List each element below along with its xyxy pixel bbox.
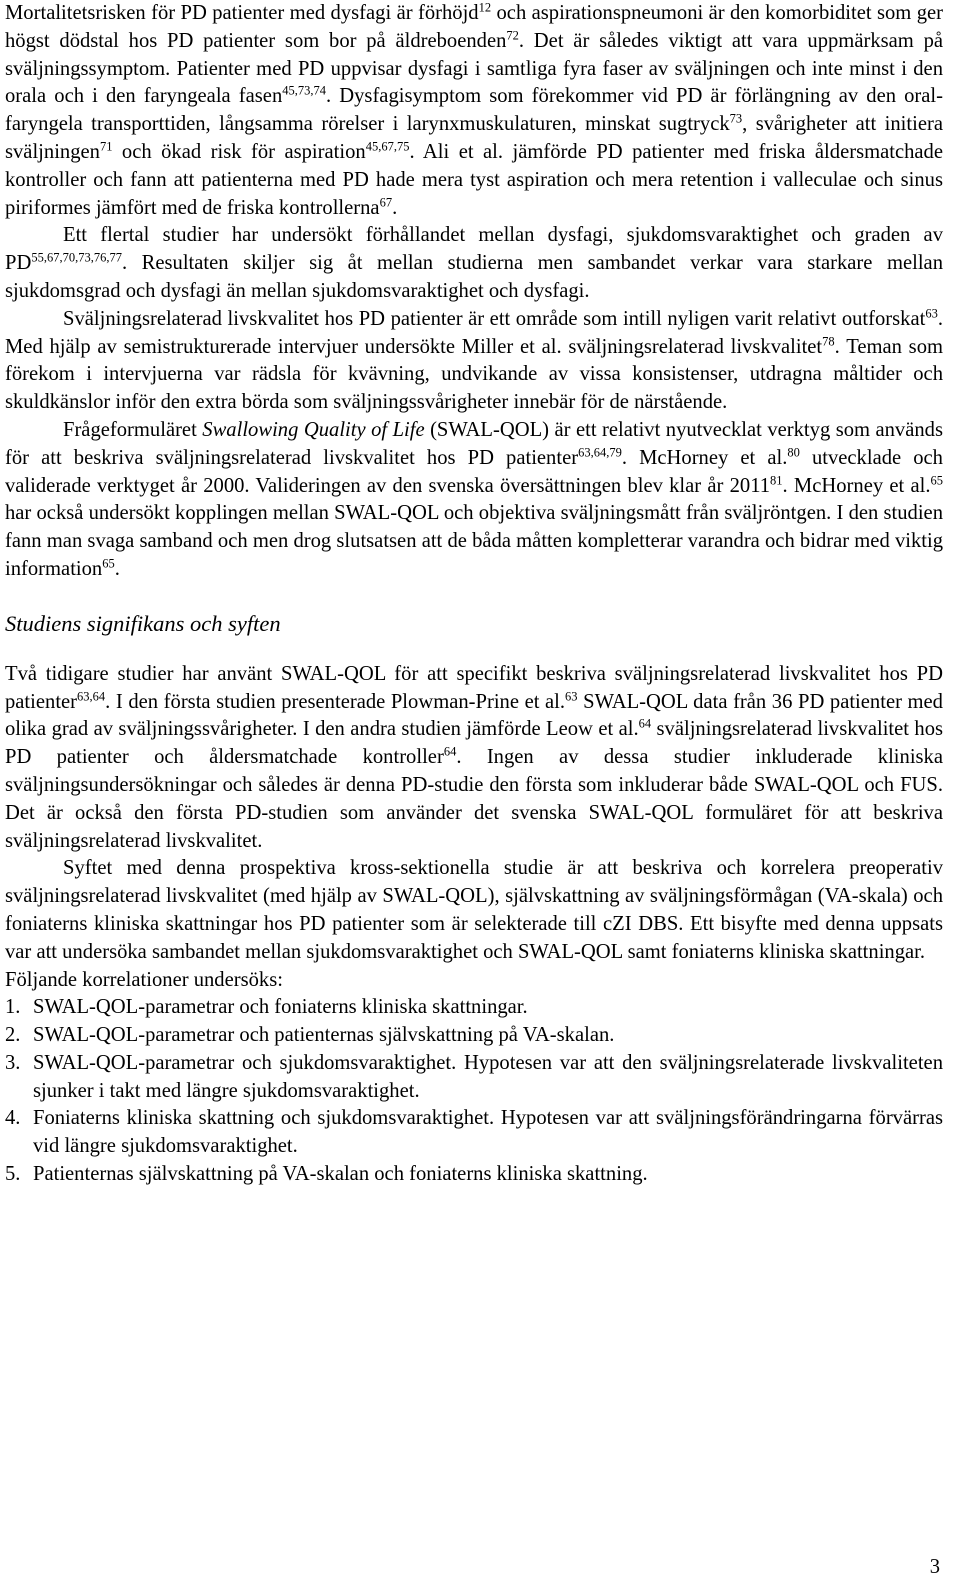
citation: 63 (925, 306, 938, 321)
list-item (5, 1050, 943, 1106)
page-number: 3 (929, 1556, 940, 1578)
paragraph-dysphagia-mortality: Mortalitetsrisken för PD patienter med dysfagi är förhöjd$^{12}$ och aspirationspneumoni är den komorbiditet som ger högst dödstal hos PD patienter som bor på äldreboenden$^{72}$. Det är således viktigt att vara uppmärksam på sväljningssymptom. Patienter med PD uppvisar dysfagi i samtliga fyra faser av sväljningen och inte minst i den orala och i den faryngeala fasen$^{45,73,74}$. Dysfagisymptom som förekommer vid PD är förlängning av den oral-faryngela transporttiden, långsamma rörelser i larynxmuskulaturen, minskat sugtryck$^{73}$, svårigheter att initiera sväljningen$^{71}$ och ökad risk för aspiration$^{45,67,75}$. Ali et al. jämförde PD patienter med friska åldersmatchade kontroller och fann att patienterna med PD hade mera tyst aspiration och mera retention i valleculae och sinus piriformes jämfört med de friska kontrollerna$^{67}$. (5, 0, 943, 219)
citation: 78 (822, 333, 835, 348)
citation: 45,67,75 (365, 139, 410, 154)
list-item-number: 2. (5, 1024, 21, 1047)
citation: 81 (770, 472, 783, 487)
paragraph-disease-duration: Ett flertal studier har undersökt förhållandet mellan dysfagi, sjukdomsvaraktighet och graden av PD$^{55,67,70,73,76,77}$. Resultaten skiljer sig åt mellan studierna men sambandet verkar vara starkare mellan sjukdomsgrad och dysfagi än mellan sjukdomsvaraktighet och dysfagi. (5, 224, 943, 302)
citation: 12 (478, 0, 492, 15)
list-item (5, 1105, 943, 1161)
section-heading: Studiens signifikans och syften (5, 610, 281, 636)
list-item-number: 5. (5, 1163, 21, 1186)
questionnaire-title: Swallowing Quality of Life (202, 418, 425, 441)
citation: 71 (99, 139, 113, 154)
list-intro: Följande korrelationer undersöks: (5, 968, 283, 991)
citation: 73 (729, 111, 743, 126)
paragraph-previous-studies: Två tidigare studier har använt SWAL-QOL för att specifikt beskriva sväljningsrelaterad livskvalitet hos PD patienter$^{63,64}$. I den första studien presenterade Plowman-Prine et al.$^{63}$ SWAL-QOL data från 36 PD patienter med olika grad av sväljningssvårigheter. I den andra studien jämförde Leow et al.$^{64}$ sväljningsrelaterad livskvalitet hos PD patienter och åldersmatchade kontroller$^{64}$. Ingen av dessa studier inkluderade kliniska sväljningsundersökningar och således är denna PD-studie den första som inkluderar både SWAL-QOL och FUS. Det är också den första PD-studien som använder det svenska SWAL-QOL formuläret för att beskriva sväljningsrelaterad livskvalitet. (5, 662, 944, 852)
list-item-text: Patienternas självskattning på VA-skalan och foniaterns kliniska skattning. (33, 1163, 648, 1186)
spacer (5, 584, 943, 610)
citation: 64 (443, 744, 457, 759)
citation: 55,67,70,73,76,77 (31, 250, 122, 265)
spacer (5, 638, 943, 661)
citation: 63 (565, 688, 578, 703)
list-item (5, 1022, 943, 1050)
citation: 72 (506, 28, 519, 43)
citation: 65 (102, 556, 115, 571)
list-item-number: 3. (5, 1051, 21, 1074)
citation: 45,73,74 (282, 83, 326, 98)
paragraph-quality-of-life: Sväljningsrelaterad livskvalitet hos PD patienter är ett område som intill nyligen varit relativt outforskat$^{63}$. Med hjälp av semistrukturerade intervjuer undersökte Miller et al. sväljningsrelaterad livskvalitet$^{78}$. Teman som förekom i intervjuerna var rädsla för kvävning, undvikande av vissa konsistenser, utdragna måltider och skuldkänslor inför den extra börda som sväljningssvårigheter innebär för de närstående. (5, 306, 944, 414)
list-item-text: SWAL-QOL-parametrar och sjukdomsvaraktighet. Hypotesen var att den sväljningsrelaterade livskvaliteten sjunker i takt med längre sjukdomsvaraktighet. (33, 1051, 943, 1102)
list-item (5, 994, 943, 1022)
document-page (5, 0, 943, 1189)
correlation-list (5, 994, 943, 1189)
list-item-text: SWAL-QOL-parametrar och patienternas självskattning på VA-skalan. (33, 1024, 615, 1047)
citation: 63,64,79 (578, 445, 622, 459)
paragraph-swal-qol: Frågeformuläret Swallowing Quality of Life (SWAL-QOL) är ett relativt nyutvecklat verktyg som används för att beskriva sväljningsrelaterad livskvalitet hos PD patienter$^{63,64,79}$. McHorney et al.$^{80}$ utvecklade och validerade verktyget år 2000. Valideringen av den svenska översättningen blev klar år 2011$^{81}$. McHorney et al.$^{65}$ har också undersökt kopplingen mellan SWAL-QOL och objektiva sväljningsmått från sväljröntgen. I den studien fann man svaga samband och men drog slutsatsen att de båda måtten kompletterar varandra och bidrar med viktig information$^{65}$. (5, 418, 943, 580)
citation: 65 (930, 472, 943, 487)
list-item-text: SWAL-QOL-parametrar och foniaterns kliniska skattningar. (33, 996, 528, 1019)
citation: 80 (787, 445, 800, 459)
citation: 67 (379, 194, 393, 209)
citation: 64 (638, 716, 652, 731)
list-item-number: 1. (5, 996, 21, 1019)
list-item-number: 4. (5, 1107, 21, 1130)
paragraph-study-aim: Syftet med denna prospektiva kross-sektionella studie är att beskriva och korrelera preoperativ sväljningsrelaterad livskvalitet (med hjälp av SWAL-QOL), självskattning av sväljningsförmågan (VA-skala) och foniaterns kliniska skattningar hos PD patienter som är selekterade till cZI DBS. Ett bisyfte med denna uppsats var att undersöka sambandet mellan sjukdomsvaraktighet och SWAL-QOL samt foniaterns kliniska skattningar. (5, 857, 943, 963)
list-item (5, 1161, 943, 1189)
list-item-text: Foniaterns kliniska skattning och sjukdomsvaraktighet. Hypotesen var att sväljningsförändringarna förvärras vid längre sjukdomsvaraktighet. (33, 1107, 943, 1158)
citation: 63,64 (77, 688, 106, 703)
